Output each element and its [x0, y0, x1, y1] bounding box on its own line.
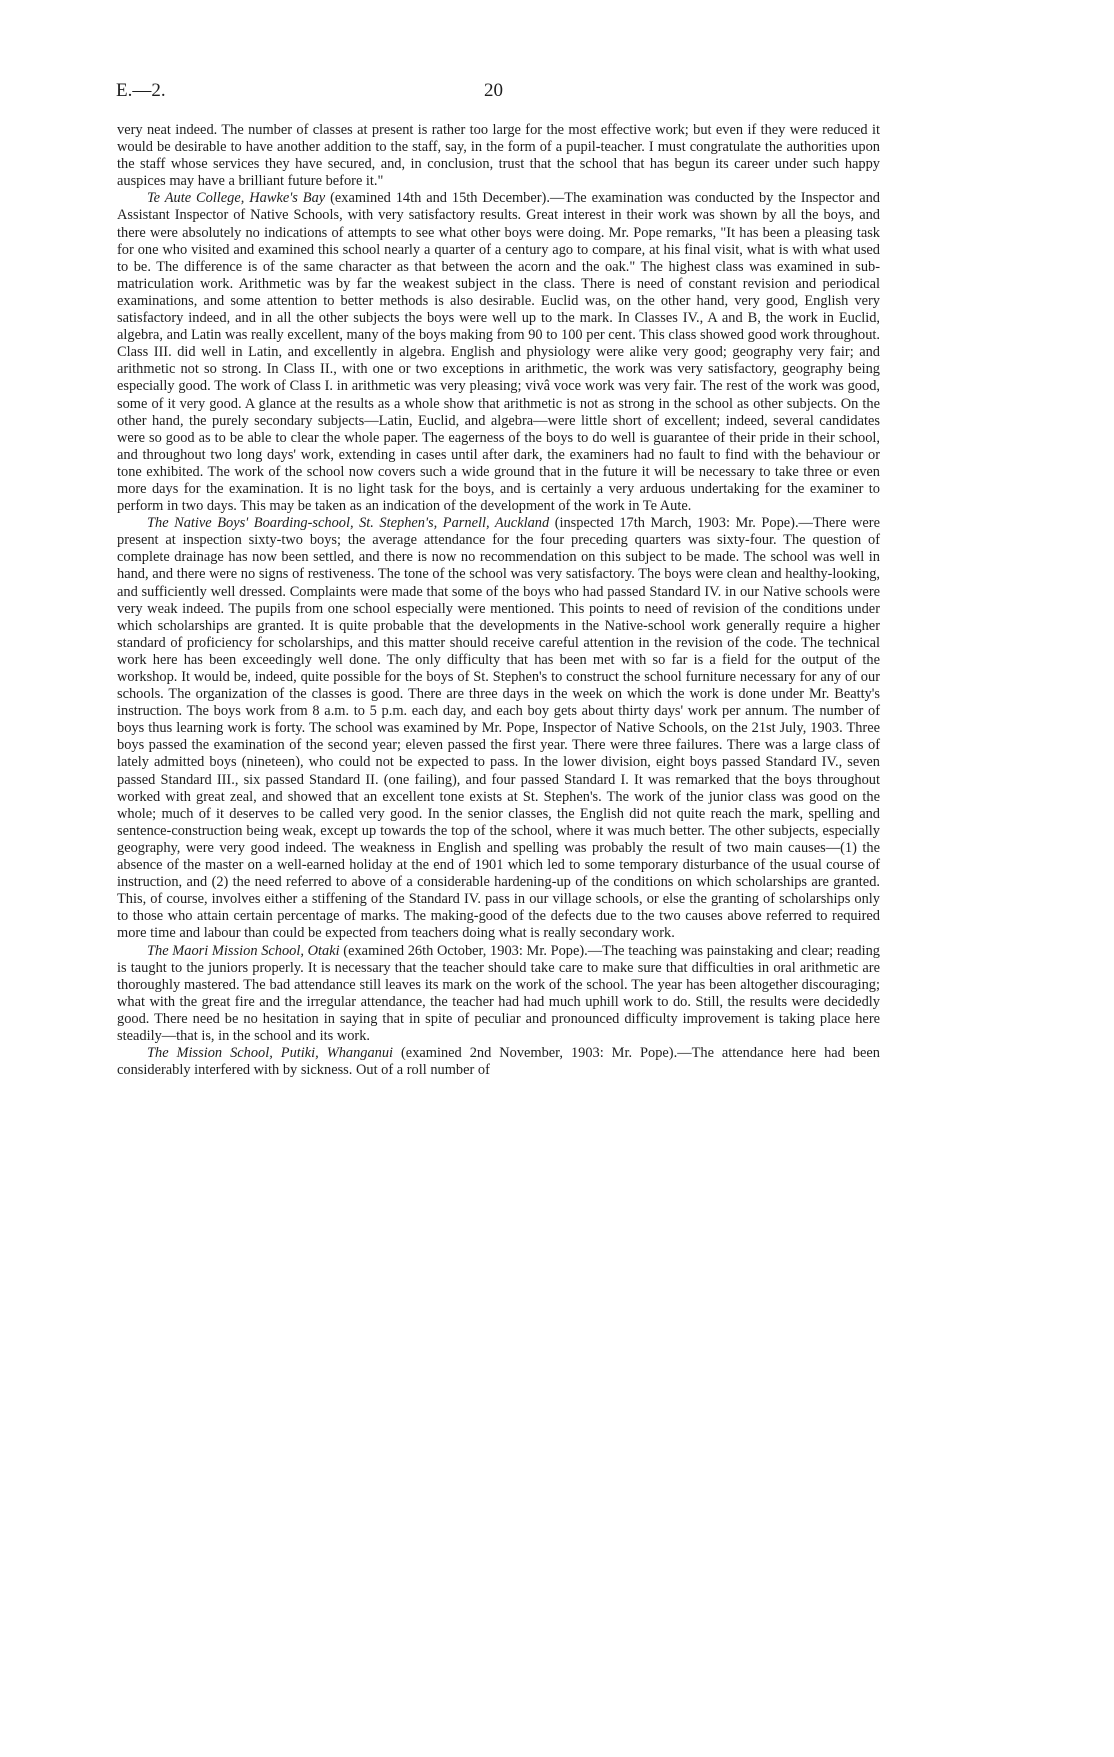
page-number: 20: [484, 80, 503, 101]
paragraph-text: (examined 26th October, 1903: Mr. Pope).—The teaching was painstaking and clear; reading is taught to the juniors properly. It is necessary that the teacher should take care to make sure that difficulties in oral arithmetic are thoroughly mastered. The bad attendance still leaves its mark on the work of the school. The year has been altogether discouraging; what with the great fire and the irregular attendance, the teacher had had much uphill work to do. Still, the results were decidedly good. There need be no hesitation in saying that in spite of peculiar and pronounced difficulty improvement is taking place here steadily—that is, in the school and its work.: [117, 942, 881, 1044]
page-header: [0, 70, 1114, 110]
paragraph-heading: Te Aute College, Hawke's Bay: [147, 190, 326, 207]
paragraph-heading: The Maori Mission School, Otaki: [147, 942, 340, 959]
paragraph-text: (inspected 17th March, 1903: Mr. Pope).—There were present at inspection sixty-two boys; the average attendance for the four preceding quarters was sixty-four. The question of complete drainage has now been settled, and there is now no recommendation on this subject to be made. The school was well in hand, and there were no signs of restiveness. The tone of the school was very satisfactory. The boys were clean and healthy-looking, and sufficiently well dressed. Complaints were made that some of the boys who had passed Standard IV. in our Native schools were very weak indeed. The pupils from one school especially were mentioned. This points to need of revision of the conditions under which scholarships are granted. It is quite probable that the developments in the Native-school work generally require a higher standard of proficiency for scholarships, and this matter should receive careful attention in the revision of the code. The technical work here has been exceedingly well done. The only difficulty that has been met with so far is a field for the output of the workshop. It would be, indeed, quite possible for the boys of St. Stephen's to construct the school furniture necessary for any of our schools. The organization of the classes is good. There are three days in the week on which the work is done under Mr. Beatty's instruction. The boys work from 8 a.m. to 5 p.m. each day, and each boy gets about thirty days' work per annum. The number of boys thus learning work is forty. The school was examined by Mr. Pope, Inspector of Native Schools, on the 21st July, 1903. Three boys passed the examination of the second year; eleven passed the first year. There were three failures. There was a large class of lately admitted boys (nineteen), who could not be expected to pass. In the lower division, eight boys passed Standard IV., seven passed Standard III., six passed Standard II. (one failing), and four passed Standard I. It was remarked that the boys throughout worked with great zeal, and showed that an excellent tone exists at St. Stephen's. The work of the junior class was good on the whole; much of it deserves to be called very good. In the senior classes, the English did not quite reach the mark, spelling and sentence-construction being weak, except up towards the top of the school, where it was much better. The other subjects, especially geography, were very good indeed. The weakness in English and spelling was probably the result of two main causes—(1) the absence of the master on a well-earned holiday at the end of 1901 which led to some temporary disturbance of the usual course of instruction, and (2) the need referred to above of a considerable hardening-up of the conditions on which scholarships are granted. This, of course, involves either a stiffening of the Standard IV. pass in our village schools, or else the granting of scholarships only to those who attain certain percentage of marks. The making-good of the defects due to the two causes above referred to required more time and labour than could be expected from teachers doing what is really secondary work.: [117, 515, 880, 942]
paragraph-text: (examined 14th and 15th December).—The examination was conducted by the Inspector and Assistant Inspector of Native Schools, with very satisfactory results. Great interest in their work was shown by all the boys, and there were absolutely no indications of attempts to see what other boys were doing. Mr. Pope remarks, "It has been a pleasing task for one who visited and examined this school nearly a quarter of a century ago to compare, at his final visit, what is with what used to be. The difference is of the same character as that between the acorn and the oak." The highest class was examined in sub-matriculation work. Arithmetic was by far the weakest subject in the class. There is need of constant revision and periodical examinations, and some attention to better methods is also desirable. Euclid was, on the other hand, very good, English very satisfactory indeed, and in all the other subjects the boys were well up to the mark. In Classes IV., A and B, the work in Euclid, algebra, and Latin was really excellent, many of the boys making from 90 to 100 per cent. This class showed good work throughout. Class III. did well in Latin, and excellently in algebra. English and physiology were alike very good; geography very fair; and arithmetic not so strong. In Class II., with one or two exceptions in arithmetic, the work was very satisfactory, geography being especially good. The work of Class I. in arithmetic was very pleasing; vivâ voce work was very fair. The rest of the work was good, some of it very good. A glance at the results as a whole show that arithmetic is not as strong in the school as other subjects. On the other hand, the purely secondary subjects—Latin, Euclid, and algebra—were little short of excellent; indeed, several candidates were so good as to be able to clear the whole paper. The eagerness of the boys to do well is guarantee of their pride in their school, and throughout two long days' work, extending in cases until after dark, the examiners had no fault to find with the behaviour or tone exhibited. The work of the school now covers such a wide ground that in the future it will be necessary to take three or even more days for the examination. It is no light task for the boys, and is certainly a very arduous undertaking for the examiner to perform in two days. This may be taken as an indication of the development of the work in Te Aute.: [117, 190, 880, 515]
paragraph-te-aute-college: [117, 190, 880, 515]
paragraph-text: very neat indeed. The number of classes at present is rather too large for the most effective work; but even if they were reduced it would be desirable to have another addition to the staff, say, in the form of a pupil-teacher. I must congratulate the authorities upon the staff whose services they have secured, and, in conclusion, trust that the school that has begun its career under such happy auspices may have a brilliant future before it.": [117, 122, 880, 190]
paragraph-otaki: [117, 943, 880, 1046]
paragraph-heading: The Mission School, Putiki, Whanganui: [147, 1045, 394, 1062]
paragraph-putiki: [117, 1045, 880, 1079]
paragraph-heading: The Native Boys' Boarding-school, St. Stephen's, Parnell, Auckland: [147, 515, 550, 532]
paragraph-st-stephens: [117, 515, 880, 942]
series-code: E.—2.: [116, 80, 166, 101]
report-body: [117, 122, 880, 1079]
paragraph-continuation: [117, 122, 880, 190]
paragraph-text: (examined 2nd November, 1903: Mr. Pope).—The attendance here had been considerably interfered with by sickness. Out of a roll number of: [117, 1045, 880, 1079]
